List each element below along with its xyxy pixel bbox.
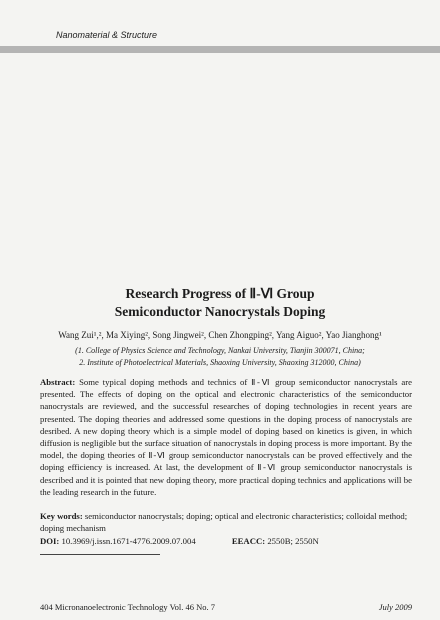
english-abstract-label: Abstract: [40, 377, 76, 387]
header-rule [0, 46, 440, 53]
english-abstract-text: Some typical doping methods and technics of Ⅱ-Ⅵ group semiconductor nanocrystals are presented. The effects of doping on the optical and electronic characteristics of the semiconductor nanocrystals are reviewed, and the successful researches of doping technologies in recent years are presented. The doping theories and addressed some questions in the doping process of nanocrystals are desribed. A new doping theory which is a simple model of doping based on kinetics is given, in which diffusion is negligible but the surface situation of nanocrystals in doping process is more important. By the model, the doping theories of Ⅱ-Ⅵ group semiconductor nanocrystals can be proved effectively and the doping efficiency is increased. At last, the development of Ⅱ-Ⅵ group semiconductor nanocrystals is described and it is pointed that new doping theory, more practical doping technics and applications will be the leading research in the future. [40, 377, 412, 497]
chinese-abstract [40, 156, 412, 246]
chinese-authors [0, 110, 440, 124]
eeacc-value: 2550B; 2550N [267, 536, 319, 546]
journal-header [0, 0, 440, 54]
eeacc-label: EEACC: [231, 536, 266, 546]
english-affiliation-2: 2. Institute of Photoelectrical Materials, Shaoxing University, Shaoxing 312000, China) [79, 358, 361, 367]
chinese-classification [40, 264, 412, 276]
footnote-received [40, 560, 412, 570]
footer-date: July 2009 [378, 602, 412, 612]
doi-value: 10.3969/j.issn.1671-4776.2009.07.004 [61, 536, 196, 546]
english-affiliation-1: (1. College of Physics Science and Technology, Nankai University, Tianjin 300071, China; [75, 346, 365, 355]
chinese-affiliation-2 [0, 140, 440, 152]
english-title-line2: Semiconductor Nanocrystals Doping [114, 304, 326, 319]
english-keywords-text: semiconductor nanocrystals; doping; optical and electronic characteristics; colloidal method; doping mechanism [40, 511, 408, 534]
footnote-funding [40, 570, 412, 580]
doi-line [40, 536, 412, 548]
chinese-title [0, 78, 440, 104]
chinese-keywords [40, 250, 412, 262]
journal-name-en: Nanomaterial & Structure [56, 30, 158, 40]
english-keywords-label: Key words: [40, 511, 83, 521]
chinese-affiliation-1 [0, 128, 440, 140]
footnote-author-info [40, 580, 412, 590]
footnote-rule [40, 554, 160, 555]
english-authors: Wang Zui¹,², Ma Xiying², Song Jingwei², Chen Zhongping², Yang Aiguo², Yao Jianghong¹ [58, 330, 382, 340]
english-abstract [40, 376, 412, 518]
page-footer [40, 602, 412, 614]
english-title-line1: Research Progress of Ⅱ-Ⅵ Group [125, 286, 315, 301]
english-keywords [40, 510, 412, 534]
footer-page-info: 404 Micronanoelectronic Technology Vol. 46 No. 7 [40, 602, 216, 612]
doi-label: DOI: [40, 536, 60, 546]
